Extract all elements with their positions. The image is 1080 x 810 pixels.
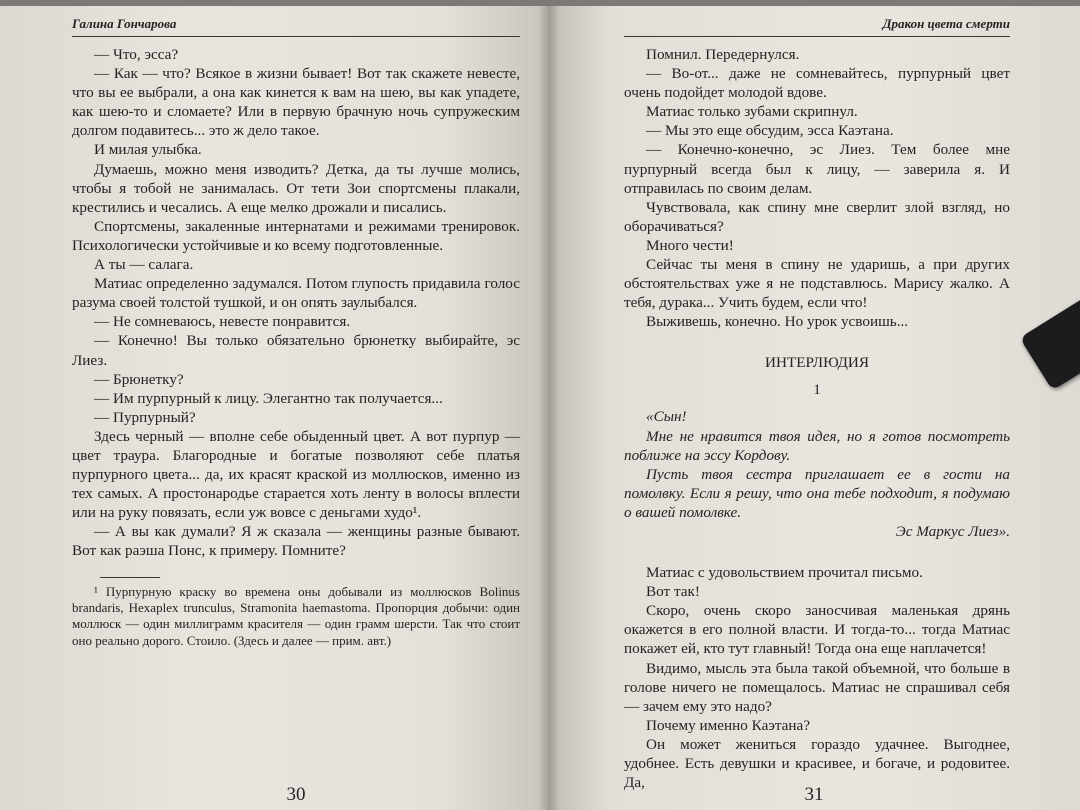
paragraph: Спортсмены, закаленные интернатами и режимами тренировок. Психологически устойчивые и ко всему подготовленные. [72, 217, 520, 254]
paragraph: — Во-от... даже не сомневайтесь, пурпурный цвет очень подойдет молодой вдове. [624, 65, 1010, 102]
paragraph: Помнил. Передернулся. [646, 46, 800, 63]
footnote-divider [100, 577, 160, 578]
paragraph: Вот так! [646, 583, 700, 601]
paragraph: — Конечно-конечно, эс Лиез. Тем более мне пурпурный всегда был к лицу, — заверила я. И отправилась по своим делам. [624, 141, 1010, 197]
paragraph: А ты — салага. [94, 256, 194, 274]
left-running-head: Галина Гончарова [72, 16, 520, 37]
paragraph: Здесь черный — вполне себе обыденный цвет. А вот пурпур — цвет траура. Благородные и богатые позволяют себе платья пурпурного цвета... да, их красят краской из моллюсков, именно из тех самых. А простонародье старается хоть ленту в волосы вплести или на руку повязать, если уж вовсе с деньгами худо¹. [72, 427, 520, 522]
paragraph: Чувствовала, как спину мне сверлит злой взгляд, но оборачиваться? [624, 198, 1010, 235]
left-page [0, 6, 548, 810]
paragraph: Видимо, мысль эта была такой объемной, что больше в голове ничего не помещалось. Матиас не спрашивал себя — зачем ему это надо? [624, 659, 1010, 715]
paragraph: Сейчас ты меня в спину не ударишь, а при других обстоятельствах уже я не подставлюсь. Марису жалко. А тебя, дурака... Учить будем, если что! [624, 256, 1010, 312]
paragraph: Он может жениться гораздо удачнее. Выгоднее, удобнее. Есть девушки и красивее, и богаче, и родовитее. Да, [624, 735, 1010, 792]
paragraph: Много чести! [646, 236, 734, 254]
paragraph: — Брюнетку? [94, 370, 184, 388]
paragraph: — Им пурпурный к лицу. Элегантно так получается... [94, 389, 443, 407]
right-page-number: 31 [804, 784, 824, 805]
letter-line: Пусть твоя сестра приглашает ее в гости на помолвку. Если я решу, что она тебе подходит, я подумаю о вашей помолвке. [624, 465, 1010, 521]
right-running-head: Дракон цвета смерти [624, 16, 1010, 37]
letter-line: «Сын! [646, 408, 687, 426]
left-page-number: 30 [286, 784, 306, 805]
letter-signature: Эс Маркус Лиез». [895, 522, 1010, 540]
paragraph: — Что, эсса? [94, 46, 179, 63]
letter-line: Мне не нравится твоя идея, но я готов посмотреть поближе на эссу Кордову. [624, 427, 1010, 464]
paragraph: — Не сомневаюсь, невесте понравится. [94, 313, 351, 331]
paragraph: Скоро, очень скоро заносчивая маленькая дрянь окажется в его полной власти. И тогда-то... тогда Матиас покажет ей, кто тут главный! Тогда она еще наплачется! [624, 602, 1010, 658]
paragraph: — Конечно! Вы только обязательно брюнетку выбирайте, эс Лиез. [72, 332, 520, 369]
paragraph: Матиас только зубами скрипнул. [646, 103, 858, 121]
paragraph: И милая улыбка. [94, 141, 202, 159]
section-number: 1 [813, 381, 821, 399]
paragraph: Выживешь, конечно. Но урок усвоишь... [646, 313, 909, 331]
paragraph: — Пурпурный? [94, 408, 196, 426]
paragraph: Матиас определенно задумался. Потом глупость придавила голос разума своей толстой тушкой, и он опять заулыбался. [72, 275, 520, 312]
paragraph: Думаешь, можно меня изводить? Детка, да ты лучше молись, чтобы я тобой не занималась. От тети Зои спортсмены плакали, крестились и чесались. А еще мелко дрожали и писались. [72, 160, 520, 216]
paragraph: — Мы это еще обсудим, эсса Каэтана. [646, 122, 894, 140]
book-gutter [538, 6, 560, 810]
right-page [548, 6, 1080, 810]
paragraph: Почему именно Каэтана? [646, 716, 811, 734]
section-title: ИНТЕРЛЮДИЯ [764, 354, 870, 372]
paragraph: Матиас с удовольствием прочитал письмо. [646, 564, 923, 582]
paragraph: — Как — что? Всякое в жизни бывает! Вот так скажете невесте, что вы ее выбрали, а она как кинется к вам на шею, вы как упадете, как шею-то и сломаете? Или в первую брачную ночь супружеским долгом подавитесь... это ж дело такое. [72, 65, 520, 140]
footnote: ¹ Пурпурную краску во времена оны добывали из моллюсков Bolinus brandaris, Hexaplex trunculus, Stramonita haemastoma. Пропорция добычи: один моллюск — один миллиграмм красителя — один грамм шерсти. Так что стоит оно реально дорого. Стоило. (Здесь и далее — прим. авт.) [72, 583, 520, 648]
paragraph: — А вы как думали? Я ж сказала — женщины разные бывают. Вот как раэша Понс, к примеру. Помните? [72, 523, 520, 560]
